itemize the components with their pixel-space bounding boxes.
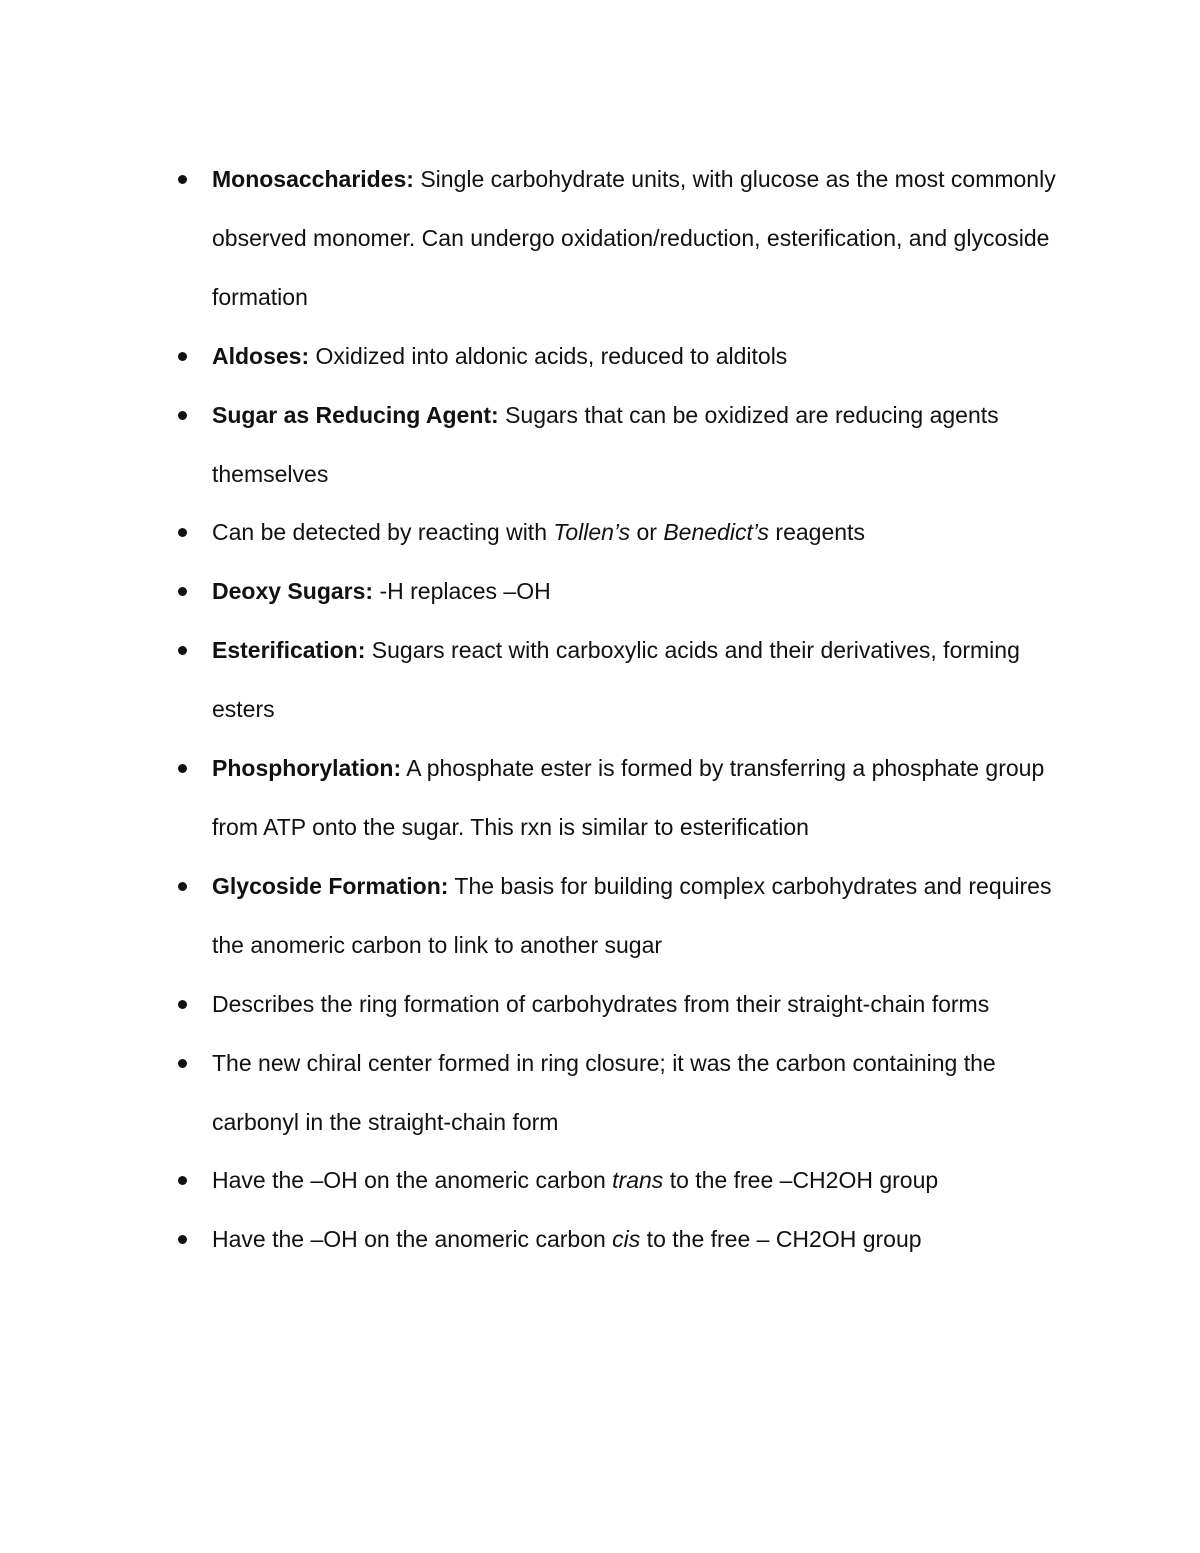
item-text: The new chiral center formed in ring closure; it was the carbon containing the carbonyl in the straight-chain form [212,1049,996,1135]
item-text: Single carbohydrate units, with glucose as the most commonly observed monomer. Can undergo oxidation/reduction, esterification, and glycoside formation [212,166,1056,310]
list-item-chiral-center [0,1034,1062,1152]
item-text: Sugars that can be oxidized are reducing agents themselves [212,401,999,487]
item-text: -H replaces –OH [373,578,551,605]
term-label: Deoxy Sugars: [212,578,374,605]
list-item-ring-formation [0,975,1062,1034]
list-item-monosaccharides [0,150,1062,327]
item-text: Sugars react with carboxylic acids and their derivatives, forming esters [212,637,1020,723]
item-text: A phosphate ester is formed by transferring a phosphate group from ATP onto the sugar. This rxn is similar to esterification [212,755,1045,840]
item-text: Can be detected by reacting with [212,519,554,546]
item-text: to the free – CH2OH group [640,1226,922,1253]
list-item-detection [0,503,1062,562]
bullet-icon [178,1176,187,1185]
item-text: Have the –OH on the anomeric carbon [212,1167,613,1194]
bullet-icon [178,1000,187,1009]
item-text: Oxidized into aldonic acids, reduced to alditols [309,342,788,369]
term-label: Sugar as Reducing Agent: [212,401,499,428]
list-item-reducing-agent [0,386,1062,504]
bullet-icon [178,587,187,596]
item-text: Have the –OH on the anomeric carbon [212,1226,613,1253]
italic-text: Tollen’s [553,519,631,546]
list-item-glycoside-formation [0,857,1062,975]
bullet-icon [178,528,187,537]
bullet-icon [178,646,187,655]
italic-text: Benedict’s [663,519,770,546]
bullet-list [0,150,1200,1269]
term-label: Monosaccharides: [212,166,414,192]
italic-text: cis [612,1226,641,1253]
term-label: Phosphorylation: [212,755,402,782]
item-text: reagents [769,519,865,546]
list-item-esterification [0,621,1062,739]
bullet-icon [178,764,187,773]
term-label: Glycoside Formation: [212,872,449,899]
item-text: or [630,519,664,546]
bullet-icon [178,1235,187,1244]
item-text: Describes the ring formation of carbohydrates from their straight-chain forms [212,990,990,1017]
bullet-icon [178,175,187,184]
item-text: The basis for building complex carbohydrates and requires the anomeric carbon to link to another sugar [212,872,1052,958]
bullet-icon [178,1059,187,1068]
italic-text: trans [612,1167,664,1194]
item-text: to the free –CH2OH group [663,1167,939,1194]
bullet-icon [178,882,187,891]
bullet-icon [178,411,187,420]
term-label: Aldoses: [212,342,310,369]
list-item-deoxy-sugars [0,562,1062,621]
list-item-trans [0,1151,1062,1210]
bullet-icon [178,352,187,361]
list-item-aldoses [0,327,1062,386]
list-item-cis [0,1210,1062,1269]
term-label: Esterification: [212,637,366,664]
list-item-phosphorylation [0,739,1062,857]
